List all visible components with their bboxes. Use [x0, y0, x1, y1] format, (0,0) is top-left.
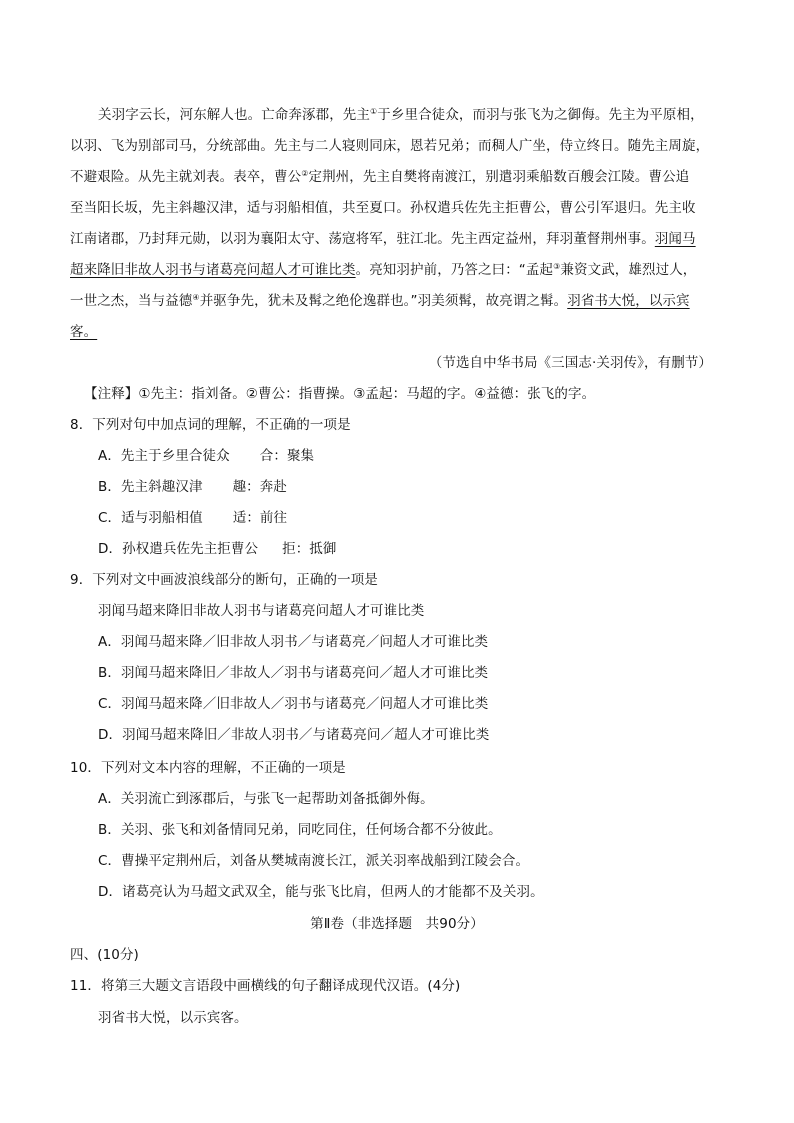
option-sentence: C．适与羽船相值: [98, 510, 203, 526]
option-sentence: A．先主于乡里合徒众: [98, 448, 230, 464]
passage-text: 定荆州，先主自樊将南渡江，别遣羽乘船数百艘会江陵。曹公追: [308, 169, 690, 185]
option-gloss: 合：聚集: [259, 448, 315, 464]
passage-line-3: [70, 167, 689, 187]
question-8-stem: 8．下列对句中加点词的理解，不正确的一项是: [70, 417, 351, 433]
passage-text: 一世之杰，当与益德: [70, 293, 193, 309]
q8-option-c: [98, 508, 287, 528]
passage-line-8: [70, 322, 97, 342]
option-gloss: 拒：抵御: [282, 541, 337, 557]
q10-option-d: D．诸葛亮认为马超文武双全，能与张飞比肩，但两人的才能都不及关羽。: [98, 884, 544, 900]
passage-text: 。亮知羽护前，乃答之曰：“孟起: [355, 262, 554, 278]
q10-option-b: B．关羽、张飞和刘备情同兄弟，同吃同住，任何场合都不分彼此。: [98, 822, 502, 838]
part-2-heading: 第Ⅱ卷（非选择题 共90分）: [310, 916, 484, 932]
section-4-heading: 四、(10分): [70, 947, 139, 963]
option-sentence: B．先主斜趣汉津: [98, 479, 203, 495]
underlined-sentence: 客。: [70, 324, 98, 340]
passage-text: 江南诸郡，乃封拜元勋，以羽为襄阳太守、荡寇将军，驻江北。先主西定益州，拜羽董督荆州事。: [70, 231, 655, 247]
passage-line-5: [70, 229, 696, 249]
annotation-notes: 【注释】①先主：指刘备。②曹公：指曹操。③孟起：马超的字。④益德：张飞的字。: [84, 386, 596, 402]
note-marker: ④: [192, 293, 200, 302]
q10-option-a: A．关羽流亡到涿郡后，与张飞一起帮助刘备抵御外侮。: [98, 791, 434, 807]
underlined-sentence: 羽闻马: [654, 231, 696, 247]
source-citation: （节选自中华书局《三国志·关羽传》，有删节）: [428, 355, 712, 371]
q9-option-a: A．羽闻马超来降／旧非故人羽书／与诸葛亮／问超人才可谁比类: [98, 634, 489, 650]
q9-sentence: 羽闻马超来降旧非故人羽书与诸葛亮问超人才可谁比类: [98, 603, 425, 619]
q9-option-d: D．羽闻马超来降旧／非故人羽书／与诸葛亮问／超人才可谁比类: [98, 727, 490, 743]
question-10-stem: 10．下列对文本内容的理解，不正确的一项是: [70, 760, 346, 776]
option-gloss: 适：前往: [232, 510, 288, 526]
note-marker: ②: [301, 169, 309, 178]
q8-option-d: [98, 539, 337, 559]
passage-line-6: [70, 260, 696, 280]
note-marker: ①: [370, 107, 378, 116]
passage-text: 并驱争先，犹未及髯之绝伦逸群也。”羽美须髯，故亮谓之髯。: [199, 293, 568, 309]
passage-line-4: 至当阳长坂，先主斜趣汉津，适与羽船相值，共至夏口。孙权遣兵佐先主拒曹公，曹公引军退归。先主收: [70, 200, 696, 216]
q9-option-b: B．羽闻马超来降旧／非故人／羽书与诸葛亮问／超人才可谁比类: [98, 665, 489, 681]
passage-line-1: [98, 105, 704, 125]
q8-option-b: [98, 477, 287, 497]
underlined-sentence: 羽省书大悦，以示宾: [567, 293, 690, 309]
underlined-sentence: 超来降旧非故人羽书与诸葛亮问超人才可谁比类: [70, 262, 356, 278]
option-sentence: D．孙权遣兵佐先主拒曹公: [98, 541, 259, 557]
passage-text: 关羽字云长，河东解人也。亡命奔涿郡，先主: [98, 107, 370, 123]
q9-option-c: C．羽闻马超来降／旧非故人／羽书与诸葛亮／问超人才可谁比类: [98, 696, 489, 712]
passage-line-2: 以羽、飞为别部司马，分统部曲。先主与二人寝则同床，恩若兄弟；而稠人广坐，侍立终日。随先主周旋，: [70, 138, 710, 154]
passage-line-7: [70, 291, 690, 311]
question-9-stem: 9．下列对文中画波浪线部分的断句，正确的一项是: [70, 572, 378, 588]
note-marker: ③: [553, 262, 561, 271]
option-gloss: 趣：奔赴: [232, 479, 287, 495]
passage-text: 于乡里合徒众，而羽与张飞为之御侮。先主为平原相，: [377, 107, 704, 123]
passage-text: 不避艰险。从先主就刘表。表卒，曹公: [70, 169, 302, 185]
question-11-stem: 11．将第三大题文言语段中画横线的句子翻译成现代汉语。(4分): [70, 978, 461, 994]
q11-sentence: 羽省书大悦，以示宾客。: [98, 1010, 248, 1026]
q10-option-c: C．曹操平定荆州后，刘备从樊城南渡长江，派关羽率战船到江陵会合。: [98, 853, 530, 869]
q8-option-a: [98, 446, 314, 466]
passage-text: 兼资文武，雄烈过人，: [560, 262, 697, 278]
